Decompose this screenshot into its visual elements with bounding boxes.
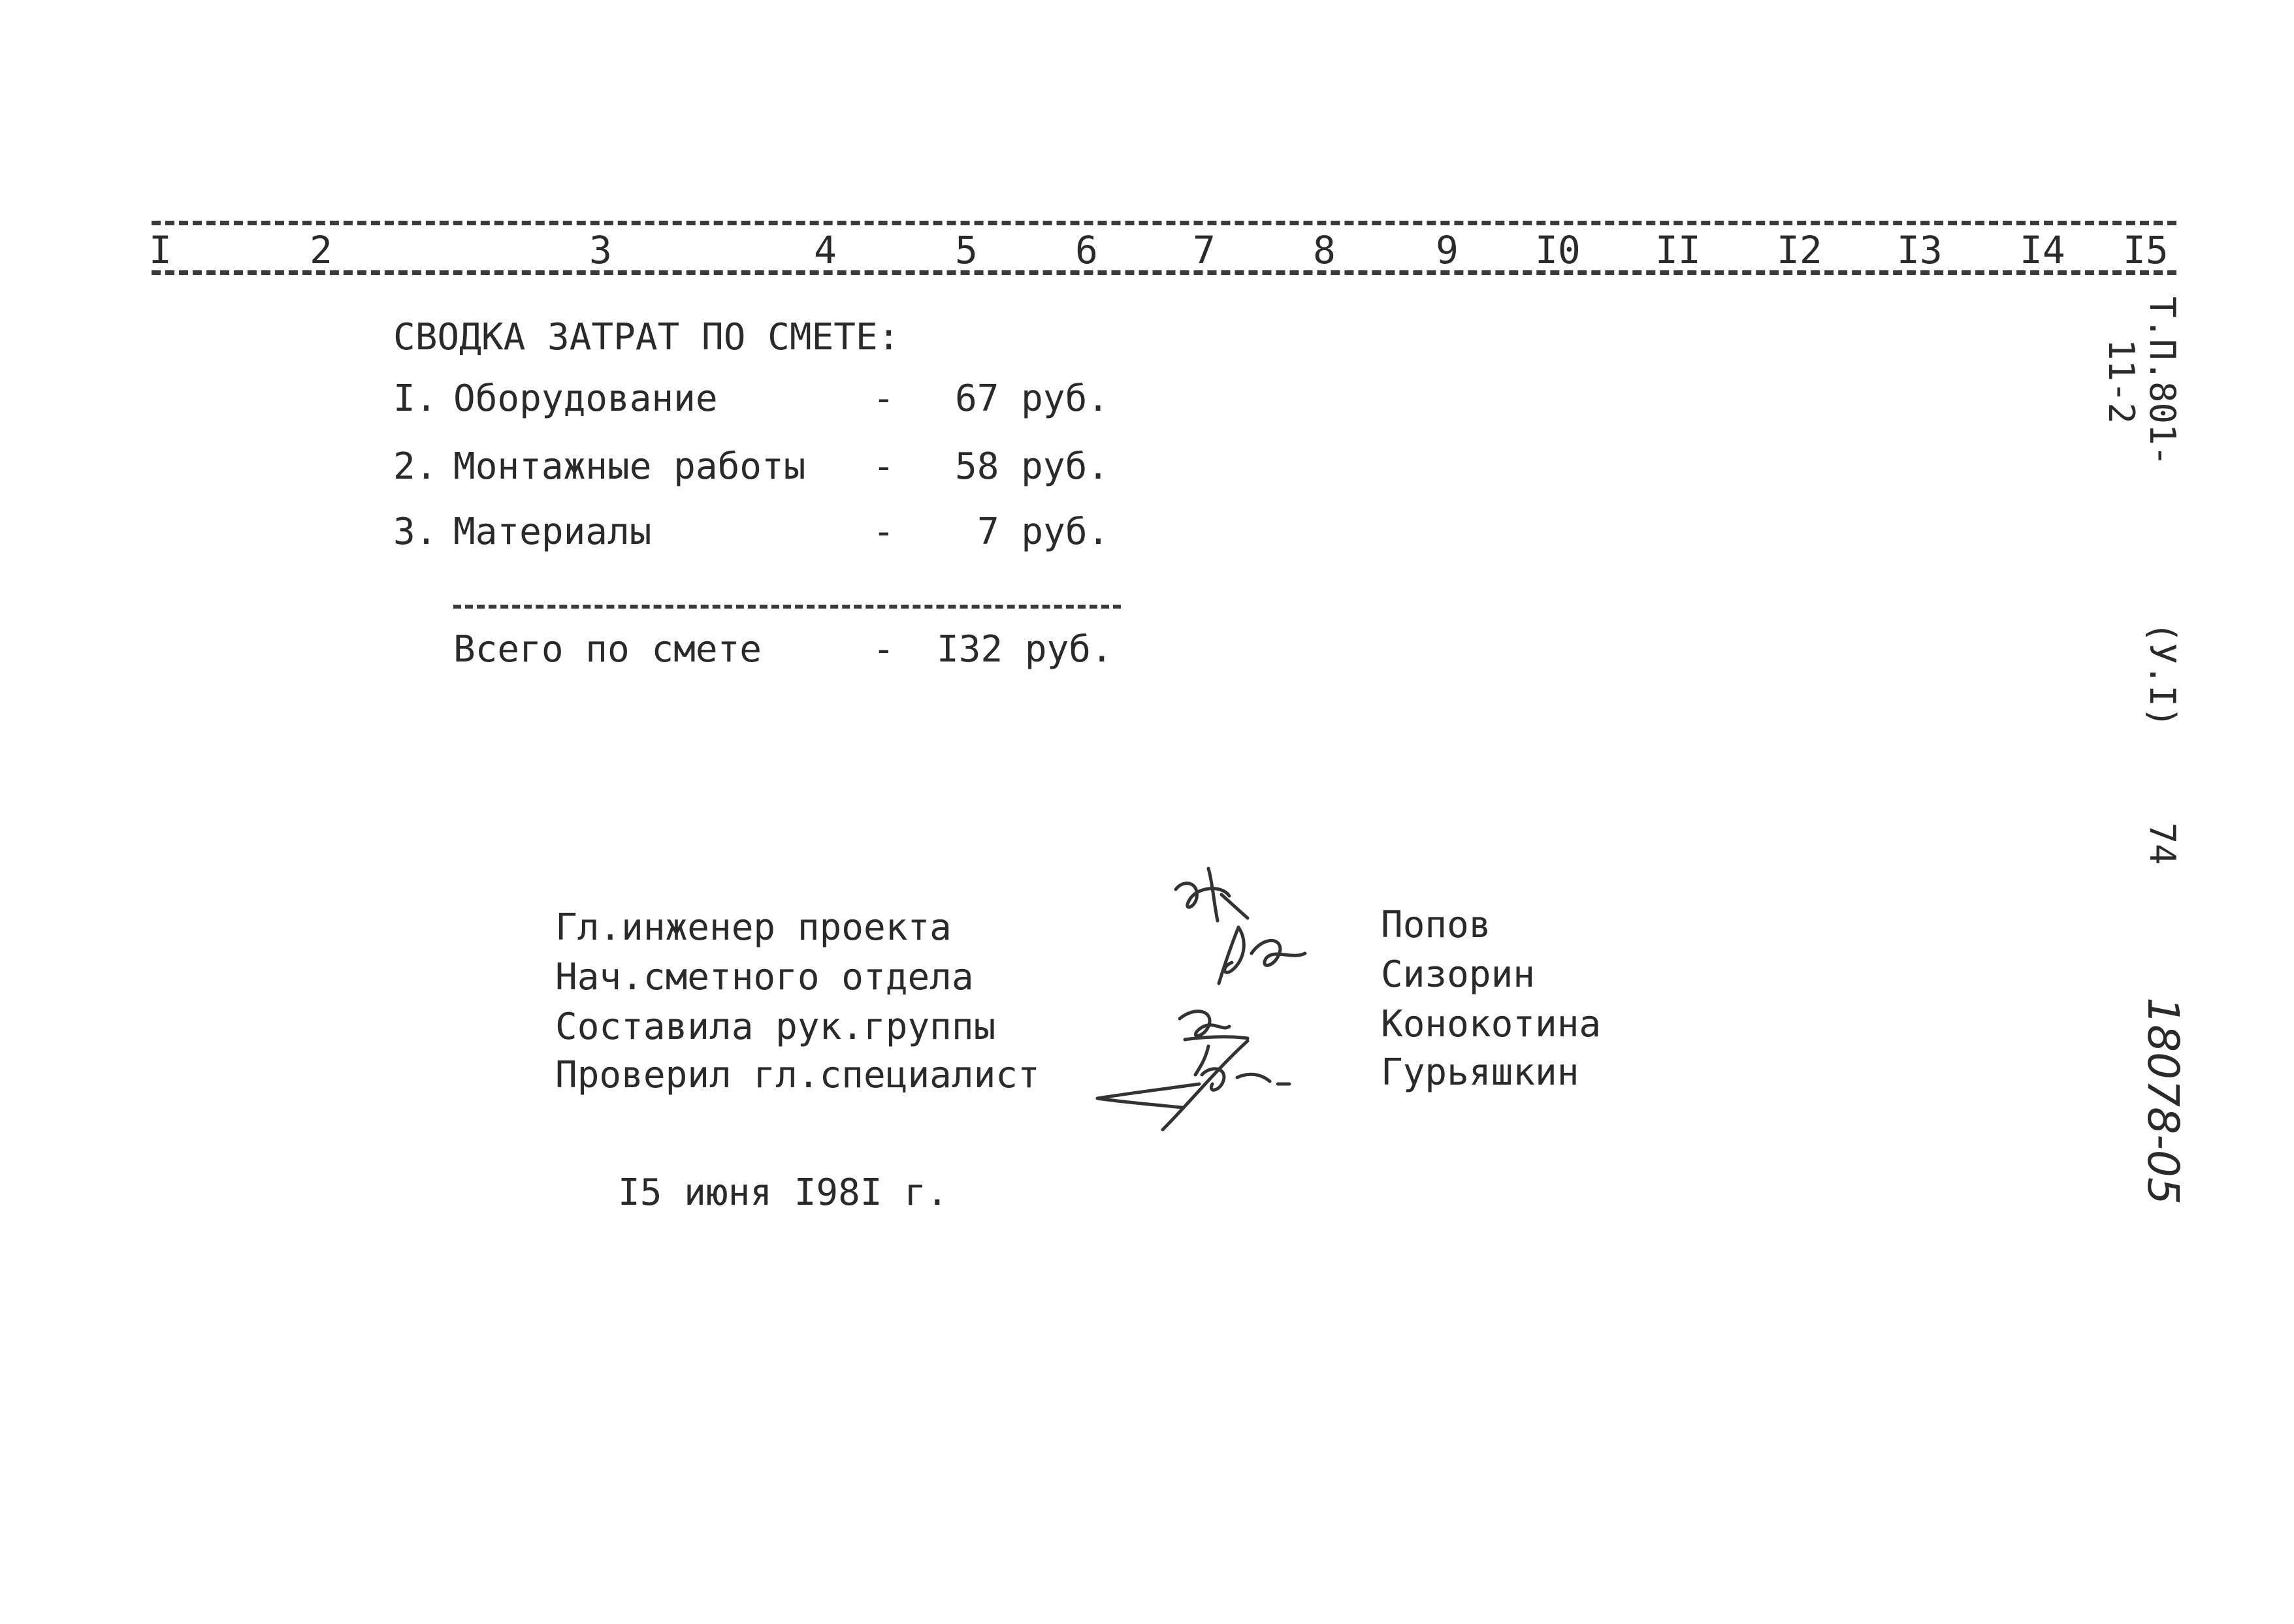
column-number-2: 2: [310, 228, 332, 272]
summary-title: СВОДКА ЗАТРАТ ПО СМЕТЕ:: [393, 316, 900, 358]
summary-row-amount: 7 руб.: [977, 511, 1110, 553]
column-number-6: 6: [1075, 228, 1098, 272]
summary-total-dash: -: [873, 628, 895, 671]
signatory-role: Нач.сметного отдела: [555, 956, 974, 998]
header-bottom-rule: [152, 270, 2176, 275]
column-number-10: I0: [1535, 228, 1581, 272]
column-number-4: 4: [814, 228, 837, 272]
column-number-3: 3: [589, 228, 612, 272]
signatory-name: Попов: [1381, 904, 1491, 946]
side-project-code: Т.П.801-11-2: [2101, 296, 2183, 467]
summary-row-dash: -: [873, 445, 895, 488]
column-number-11: II: [1655, 228, 1701, 272]
signatory-name: Сизорин: [1381, 953, 1536, 996]
side-archive-number: 18078-05: [2138, 997, 2188, 1205]
column-number-5: 5: [955, 228, 978, 272]
signature-sizorin: [1219, 927, 1305, 983]
summary-row-amount: 67 руб.: [955, 377, 1110, 420]
summary-row-label: Монтажные работы: [453, 445, 806, 488]
signature-guryashkin: [1097, 1041, 1289, 1130]
column-number-9: 9: [1436, 228, 1459, 272]
summary-row-number: 3.: [393, 511, 438, 553]
summary-row-dash: -: [873, 377, 895, 420]
column-number-7: 7: [1193, 228, 1216, 272]
total-separator: [453, 605, 1121, 609]
side-volume: (У.I): [2142, 622, 2183, 728]
column-number-8: 8: [1313, 228, 1336, 272]
summary-row-label: Материалы: [453, 511, 652, 553]
document-date: I5 июня I98I г.: [618, 1171, 948, 1214]
signatory-role: Проверил гл.специалист: [555, 1054, 1040, 1096]
column-number-13: I3: [1897, 228, 1943, 272]
signatory-name: Гурьяшкин: [1381, 1051, 1579, 1094]
column-number-15: I5: [2123, 228, 2169, 272]
summary-row-label: Оборудование: [453, 377, 718, 420]
signature-popov: [1176, 868, 1248, 921]
column-number-12: I2: [1777, 228, 1822, 272]
header-top-rule: [152, 221, 2176, 225]
column-number-1: I: [149, 228, 172, 272]
summary-total-amount: I32 руб.: [937, 628, 1113, 671]
summary-total-label: Всего по смете: [453, 628, 762, 671]
summary-row-number: I.: [393, 377, 438, 420]
summary-row-dash: -: [873, 511, 895, 553]
column-number-14: I4: [2020, 228, 2065, 272]
signatory-name: Конокотина: [1381, 1003, 1602, 1045]
side-page-number: 74: [2142, 822, 2183, 865]
summary-row-amount: 58 руб.: [955, 445, 1110, 488]
signature-konokotina: [1180, 1011, 1248, 1075]
handwritten-signatures: [1084, 855, 1359, 1143]
summary-row-number: 2.: [393, 445, 438, 488]
signatory-role: Составила рук.группы: [555, 1006, 996, 1048]
signatory-role: Гл.инженер проекта: [555, 906, 952, 949]
